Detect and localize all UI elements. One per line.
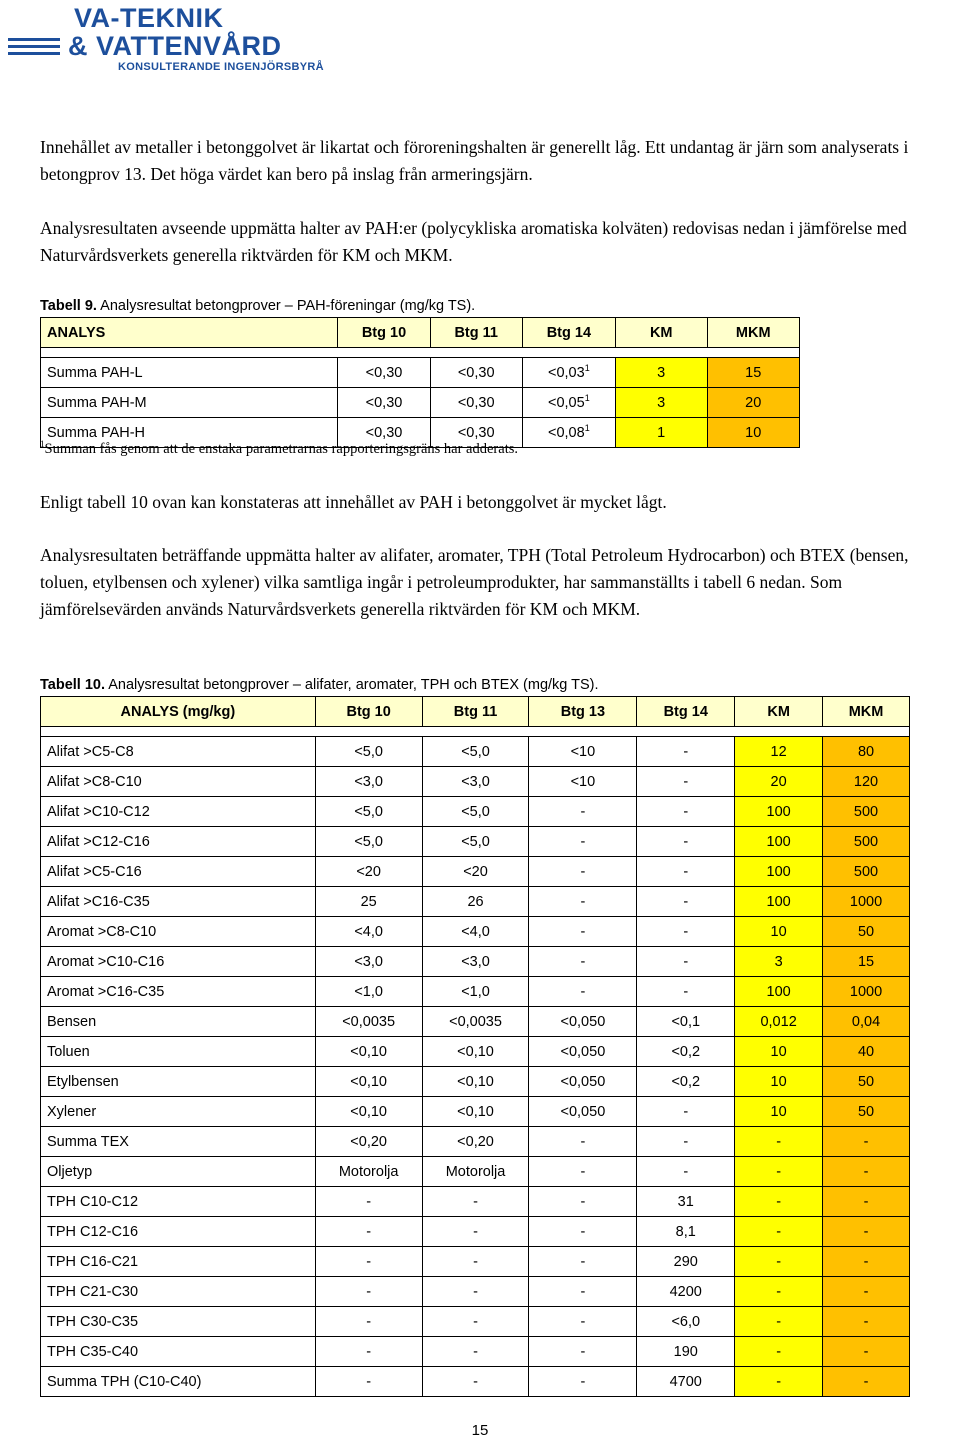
table-cell-km: 0,012: [735, 1007, 823, 1037]
table-cell: <20: [315, 857, 422, 887]
table-cell-km: -: [735, 1187, 823, 1217]
table-cell: <0,050: [529, 1037, 637, 1067]
table-cell: Alifat >C5-C8: [41, 737, 316, 767]
table-cell-km: -: [735, 1277, 823, 1307]
table-cell-mkm: 1000: [823, 977, 910, 1007]
table-cell: TPH C10-C12: [41, 1187, 316, 1217]
table-cell: -: [422, 1187, 529, 1217]
company-logo: [8, 4, 368, 73]
table-cell: TPH C12-C16: [41, 1217, 316, 1247]
table-cell: 4200: [637, 1277, 735, 1307]
table-row: [41, 358, 800, 388]
logo-line-1: VA-TEKNIK: [74, 3, 224, 33]
table-cell: <0,30: [338, 418, 430, 448]
table-cell: <0,2: [637, 1037, 735, 1067]
table-row: [41, 1247, 910, 1277]
table-cell: $<0,08^1$: [522, 418, 615, 448]
table-cell: -: [637, 797, 735, 827]
table-cell-mkm: -: [823, 1127, 910, 1157]
table-cell: TPH C30-C35: [41, 1307, 316, 1337]
table9-spacer: [41, 348, 800, 358]
table-cell: 8,1: [637, 1217, 735, 1247]
table-cell: -: [529, 1157, 637, 1187]
table-cell: Summa PAH-H: [41, 418, 338, 448]
table-cell: Xylener: [41, 1097, 316, 1127]
table-cell: $<0,05^1$: [522, 388, 615, 418]
table-cell: <3,0: [315, 947, 422, 977]
table-cell: -: [315, 1217, 422, 1247]
table-cell: Alifat >C5-C16: [41, 857, 316, 887]
table-cell-km: -: [735, 1127, 823, 1157]
table-cell: Alifat >C12-C16: [41, 827, 316, 857]
table-cell: 190: [637, 1337, 735, 1367]
table-cell: 31: [637, 1187, 735, 1217]
table-cell: <0,0035: [315, 1007, 422, 1037]
table-cell-mkm: -: [823, 1187, 910, 1217]
table9-header-btg11: Btg 11: [430, 318, 522, 348]
table-cell: -: [637, 1157, 735, 1187]
table-cell-km: 10: [735, 1097, 823, 1127]
table-cell: Alifat >C10-C12: [41, 797, 316, 827]
table-cell: <0,10: [315, 1097, 422, 1127]
paragraph-pah-intro: Analysresultaten avseende uppmätta halter av PAH:er (polycykliska aromatiska kolväten) redovisas nedan i jämförelse med Naturvårdsverkets generella riktvärden för KM och MKM.: [40, 218, 907, 265]
table-cell: -: [422, 1247, 529, 1277]
table-row: [41, 388, 800, 418]
table-cell: -: [529, 827, 637, 857]
table-cell: -: [422, 1277, 529, 1307]
table-row: [41, 1067, 910, 1097]
table-cell-km: 100: [735, 977, 823, 1007]
table-cell: 26: [422, 887, 529, 917]
table10-spacer: [41, 727, 910, 737]
table-cell: -: [529, 1217, 637, 1247]
table-cell: <0,10: [422, 1037, 529, 1067]
table-cell-mkm: 40: [823, 1037, 910, 1067]
table-cell-km: 100: [735, 887, 823, 917]
table-row: [41, 1157, 910, 1187]
table-cell: <5,0: [315, 737, 422, 767]
table-cell: -: [422, 1367, 529, 1397]
table-cell: <1,0: [315, 977, 422, 1007]
table-cell: <5,0: [315, 827, 422, 857]
table-cell: -: [529, 1337, 637, 1367]
table9-header-mkm: MKM: [707, 318, 800, 348]
table-cell: -: [637, 737, 735, 767]
table-cell: <0,0035: [422, 1007, 529, 1037]
table-cell: -: [637, 947, 735, 977]
table-cell: -: [422, 1337, 529, 1367]
table10-body: [41, 727, 910, 1397]
table-row: [41, 767, 910, 797]
footnote-text: Summan fås genom att de enstaka parametrarnas rapporteringsgräns har adderats.: [44, 441, 518, 457]
table-cell: <0,1: [637, 1007, 735, 1037]
table-cell: -: [529, 1307, 637, 1337]
table-cell-km: 3: [615, 358, 707, 388]
table-cell: <0,30: [338, 388, 430, 418]
table-cell: <4,0: [422, 917, 529, 947]
table-cell: -: [422, 1307, 529, 1337]
table-cell-km: 12: [735, 737, 823, 767]
table-row: [41, 1097, 910, 1127]
table-cell: <20: [422, 857, 529, 887]
table-cell: <3,0: [422, 947, 529, 977]
logo-line-3: KONSULTERANDE INGENJÖRSBYRÅ: [118, 61, 324, 73]
table-cell-km: 10: [735, 917, 823, 947]
table-cell: -: [529, 977, 637, 1007]
table-cell: -: [529, 1127, 637, 1157]
table-row: [41, 887, 910, 917]
table-row: [41, 1037, 910, 1067]
table9-caption-text: Analysresultat betongprover – PAH-föreningar (mg/kg TS).: [96, 298, 476, 314]
table-cell: TPH C16-C21: [41, 1247, 316, 1277]
table-cell: -: [315, 1367, 422, 1397]
table-cell: -: [529, 1367, 637, 1397]
table-cell: -: [637, 1127, 735, 1157]
table-row: [41, 1007, 910, 1037]
table-row: [41, 1307, 910, 1337]
table-row: [41, 1217, 910, 1247]
table-cell-mkm: -: [823, 1337, 910, 1367]
table10-header-btg13: Btg 13: [529, 697, 637, 727]
table10-header-mkm: MKM: [823, 697, 910, 727]
table-row: [41, 917, 910, 947]
table-cell-mkm: 50: [823, 1067, 910, 1097]
table-row: [41, 1127, 910, 1157]
table-cell: Summa PAH-M: [41, 388, 338, 418]
table-cell-mkm: -: [823, 1247, 910, 1277]
table-cell: -: [529, 1187, 637, 1217]
table10: [40, 696, 910, 1397]
table-cell: TPH C35-C40: [41, 1337, 316, 1367]
table9-header-analys: ANALYS: [41, 318, 338, 348]
table-cell: <0,30: [430, 388, 522, 418]
table-cell: <10: [529, 767, 637, 797]
table-cell: <0,30: [338, 358, 430, 388]
table-cell-km: 10: [735, 1037, 823, 1067]
table-cell: <0,2: [637, 1067, 735, 1097]
table-cell-km: -: [735, 1307, 823, 1337]
table-cell-km: -: [735, 1337, 823, 1367]
table-cell: <1,0: [422, 977, 529, 1007]
table-cell-mkm: 15: [707, 358, 800, 388]
table-cell: <10: [529, 737, 637, 767]
table-cell-km: -: [735, 1247, 823, 1277]
table-cell: -: [315, 1337, 422, 1367]
table-cell-mkm: -: [823, 1217, 910, 1247]
table10-caption: [40, 677, 599, 693]
paragraph-metals: Innehållet av metaller i betonggolvet är likartat och föroreningshalten är generellt låg. Ett undantag är järn som analyserats i betongprov 13. Det höga värdet kan bero på inslag från armeringsjärn.: [40, 137, 909, 184]
table-cell: -: [529, 857, 637, 887]
table-cell: <0,10: [422, 1067, 529, 1097]
table-cell-mkm: -: [823, 1277, 910, 1307]
table-cell-km: 3: [615, 388, 707, 418]
table-row: [41, 857, 910, 887]
footnote-mark: 1: [40, 439, 45, 449]
table-cell: -: [529, 1247, 637, 1277]
table-row: [41, 1187, 910, 1217]
table-row: [41, 947, 910, 977]
table9-caption-label: Tabell 9.: [40, 298, 97, 314]
table-cell: <3,0: [422, 767, 529, 797]
table-cell: Aromat >C10-C16: [41, 947, 316, 977]
table-cell: -: [315, 1277, 422, 1307]
page-number: 15: [471, 1422, 489, 1439]
table-cell: <5,0: [422, 797, 529, 827]
table-cell: -: [637, 857, 735, 887]
table-cell: 4700: [637, 1367, 735, 1397]
table9-header-km: KM: [615, 318, 707, 348]
table-cell: -: [637, 767, 735, 797]
table-row: [41, 1337, 910, 1367]
table-cell-km: -: [735, 1217, 823, 1247]
table9-footnote: [40, 441, 518, 458]
table-cell: -: [637, 977, 735, 1007]
table-cell: -: [529, 947, 637, 977]
table-cell-km: -: [735, 1157, 823, 1187]
table-cell-km: 100: [735, 857, 823, 887]
table10-caption-label: Tabell 10.: [40, 677, 106, 693]
table-cell: <0,20: [315, 1127, 422, 1157]
table-cell-mkm: 15: [823, 947, 910, 977]
table-cell-mkm: -: [823, 1367, 910, 1397]
table-cell-km: 10: [735, 1067, 823, 1097]
table-cell: <0,050: [529, 1097, 637, 1127]
table-cell-mkm: 1000: [823, 887, 910, 917]
paragraph-petroleum-intro: Analysresultaten beträffande uppmätta halter av alifater, aromater, TPH (Total Petroleum Hydrocarbon) och BTEX (bensen, toluen, etylbensen och xylener) vilka samtliga ingår i petroleumprodukter, har sammanställts i tabell 6 nedan. Som jämförelsevärden används Naturvårdsverkets generella riktvärden för KM och MKM.: [40, 545, 909, 619]
table-row: [41, 827, 910, 857]
table-cell: <0,30: [430, 358, 522, 388]
table-cell: TPH C21-C30: [41, 1277, 316, 1307]
table-cell: Summa PAH-L: [41, 358, 338, 388]
table10-header-btg11: Btg 11: [422, 697, 529, 727]
table-cell: <0,050: [529, 1007, 637, 1037]
table-cell: <0,10: [315, 1067, 422, 1097]
table-row: [41, 797, 910, 827]
paragraph-pah-conclusion: Enligt tabell 10 ovan kan konstateras att innehållet av PAH i betonggolvet är mycket lågt.: [40, 492, 667, 512]
table10-header-btg10: Btg 10: [315, 697, 422, 727]
table-row: [41, 737, 910, 767]
table-cell: Summa TEX: [41, 1127, 316, 1157]
table10-header-btg14: Btg 14: [637, 697, 735, 727]
table10-header-analys: ANALYS (mg/kg): [41, 697, 316, 727]
table9-header-btg10: Btg 10: [338, 318, 430, 348]
table-cell-mkm: 500: [823, 827, 910, 857]
table-cell: $<0,03^1$: [522, 358, 615, 388]
table-cell-mkm: 0,04: [823, 1007, 910, 1037]
table9-caption: [40, 298, 475, 314]
table-cell: <5,0: [422, 827, 529, 857]
table-cell: 290: [637, 1247, 735, 1277]
table-cell: Oljetyp: [41, 1157, 316, 1187]
table-cell-mkm: 20: [707, 388, 800, 418]
table-cell: <0,30: [430, 418, 522, 448]
table-cell: <5,0: [315, 797, 422, 827]
table-row: [41, 1277, 910, 1307]
table-cell: -: [315, 1187, 422, 1217]
table-cell: <0,050: [529, 1067, 637, 1097]
table-cell-km: 3: [735, 947, 823, 977]
table-cell-km: 100: [735, 797, 823, 827]
table-cell: Toluen: [41, 1037, 316, 1067]
table-cell: -: [637, 887, 735, 917]
table-cell: -: [529, 917, 637, 947]
table-cell: <6,0: [637, 1307, 735, 1337]
table-cell-mkm: 10: [707, 418, 800, 448]
table-cell-mkm: 500: [823, 857, 910, 887]
table-cell: Motorolja: [315, 1157, 422, 1187]
table-cell: Summa TPH (C10-C40): [41, 1367, 316, 1397]
table-cell: 25: [315, 887, 422, 917]
logo-line-2: [8, 32, 368, 60]
table-cell: Aromat >C8-C10: [41, 917, 316, 947]
table9-header-row: [41, 318, 800, 348]
table-cell: <0,10: [315, 1037, 422, 1067]
table10-caption-text: Analysresultat betongprover – alifater, aromater, TPH och BTEX (mg/kg TS).: [105, 677, 599, 693]
table-cell-mkm: -: [823, 1307, 910, 1337]
table-cell: <4,0: [315, 917, 422, 947]
table9-header-btg14: Btg 14: [522, 318, 615, 348]
table-cell: <3,0: [315, 767, 422, 797]
table10-header-km: KM: [735, 697, 823, 727]
table-row: [41, 1367, 910, 1397]
table-cell-mkm: 80: [823, 737, 910, 767]
table-cell: -: [422, 1217, 529, 1247]
table-cell: -: [315, 1247, 422, 1277]
table-cell-km: -: [735, 1367, 823, 1397]
table-cell-mkm: 120: [823, 767, 910, 797]
table-cell-mkm: 500: [823, 797, 910, 827]
table-cell: Alifat >C16-C35: [41, 887, 316, 917]
table-row: [41, 977, 910, 1007]
table-cell: Alifat >C8-C10: [41, 767, 316, 797]
table-cell: <5,0: [422, 737, 529, 767]
table-cell-mkm: 50: [823, 917, 910, 947]
table-cell: -: [529, 1277, 637, 1307]
table-cell: Etylbensen: [41, 1067, 316, 1097]
table9: [40, 317, 800, 448]
table-cell: <0,10: [422, 1097, 529, 1127]
table-cell-km: 1: [615, 418, 707, 448]
table-cell: Aromat >C16-C35: [41, 977, 316, 1007]
table-cell-mkm: -: [823, 1157, 910, 1187]
table-cell: -: [529, 887, 637, 917]
logo-line-2-text: & VATTENVÅRD: [68, 31, 282, 61]
table-cell: Bensen: [41, 1007, 316, 1037]
table-cell: -: [637, 1097, 735, 1127]
table-cell: -: [637, 827, 735, 857]
table-cell-km: 100: [735, 827, 823, 857]
table-cell: -: [637, 917, 735, 947]
table-cell-km: 20: [735, 767, 823, 797]
table-cell: -: [315, 1307, 422, 1337]
table-cell-mkm: 50: [823, 1097, 910, 1127]
logo-stripes-icon: [8, 38, 60, 55]
table-cell: <0,20: [422, 1127, 529, 1157]
table10-header-row: [41, 697, 910, 727]
table-cell: -: [529, 797, 637, 827]
table-cell: Motorolja: [422, 1157, 529, 1187]
